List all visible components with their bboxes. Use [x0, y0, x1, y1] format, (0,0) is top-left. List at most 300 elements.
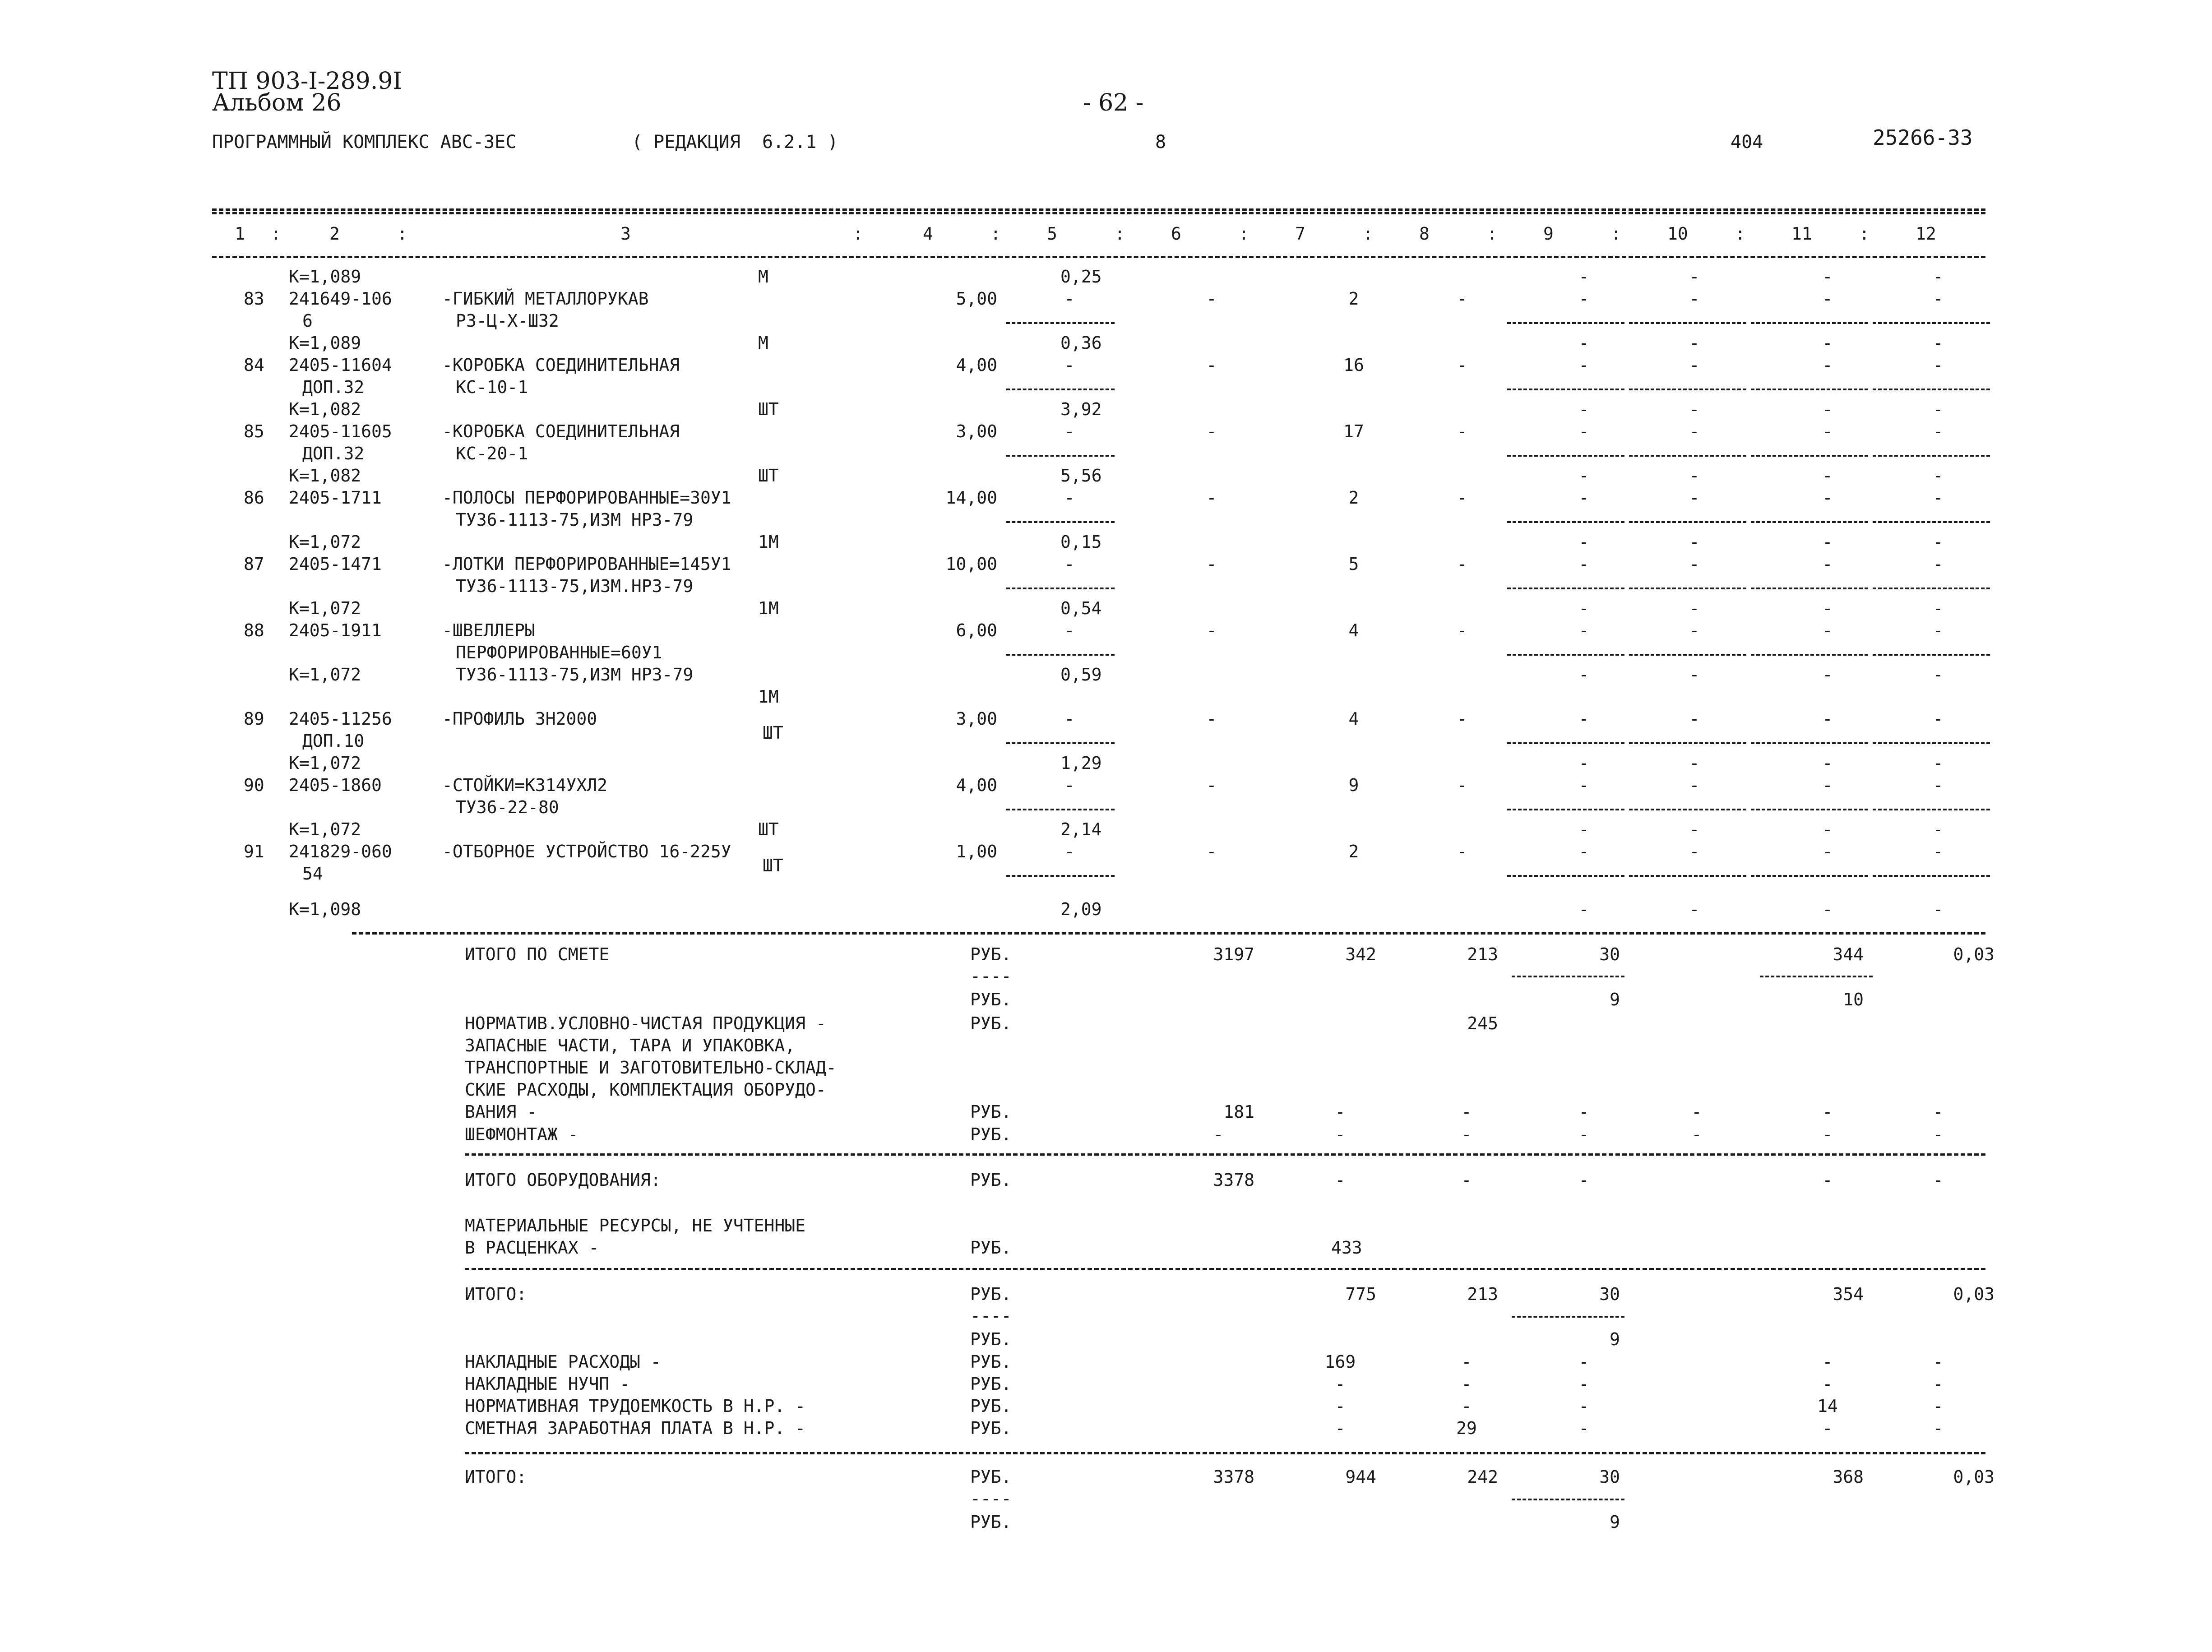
- grand-total-unit: РУБ.: [970, 1467, 1012, 1487]
- normativ-line-2: ЗАПАСНЫЕ ЧАСТИ, ТАРА И УПАКОВКА,: [465, 1036, 796, 1055]
- subtotal-a-dash: ----: [970, 1306, 1012, 1326]
- estimate-page: ТП 903-I-289.9I Альбом 26 - 62 - ПРОГРАММНЫЙ КОМПЛЕКС АВС-3ЕС ( РЕДАКЦИЯ 6.2.1 ) 8 404 25266-33 1 2 3 4 5 6 7 8 9 10 11 12 : : : : : : : : : : : К=1,089 М 0,25 - - - - 83 241649-106 -ГИБКИЙ МЕТАЛЛОРУКАВ 5,00 - - 2 - - - - - 6 РЗ-Ц-Х-Ш32 К=1,089 М 0,36 - - - - 84 2405-11604 -КОРОБКА СОЕДИНИТЕЛЬНАЯ 4,00 - - 16 - - - - - ДОП.32 КС-10-1 К=1,082 ШТ 3,92 - - - - 85 2405-11605 -КОРОБКА СОЕДИНИТЕЛЬНАЯ 3,00 - - 17 - - - - - ДОП.32 КС-20-1 К=1,082 ШТ 5,56 - - - - 86 2405-1711 -ПОЛОСЫ ПЕРФОРИРОВАННЫЕ=30У1 14,00 - - 2 - - - - - ТУ36-1113-75,ИЗМ НРЗ-79 К=1,072 1М 0,15 - - - - 87 2405-1471 -ЛОТКИ ПЕРФОРИРОВАННЫЕ=145У1 10,00 - - 5 - - - - - ТУ36-1113-75,ИЗМ.НРЗ-79 К=1,072 1М 0,54 - - - - 88 2405-1911 -ШВЕЛЛЕРЫ 6,00 - - 4 - - - - - ПЕРФОРИРОВАННЫЕ=60У1 К=1,072 ТУ36-1113-75,ИЗМ НРЗ-79 1М 0,59 - - - - 89 2405-11256 -ПРОФИЛЬ ЗН2000 3,00 - - 4 - - - - - ДОП.10 ШТ К=1,072 1,29 - - - - 90 2405-1860 -СТОЙКИ=К314УХЛ2 4,00 - - 9 - - - - - ТУ36-22-80 К=1,072 ШТ 2,14 - - - - 91 241829-060 -ОТБОРНОЕ УСТРОЙСТВО 16-225У 1,00 - - 2 - - - - - 54 ШТ К=1,098 2,09 - - - - ИТОГО ПО СМЕТЕ РУБ. 3197 342 213 30 344 0,03 ---- РУБ. 9 10 НОРМАТИВ.УСЛОВНО-ЧИСТАЯ ПРОДУКЦИЯ - ЗАПАСНЫЕ ЧАСТИ, ТАРА И УПАКОВКА, ТРАНСПОРТНЫЕ И ЗАГОТОВИТЕЛЬНО-СКЛАД- СКИЕ РАСХОДЫ, КОМПЛЕКТАЦИЯ ОБОРУДО- ВАНИЯ - РУБ. 245 РУБ. 181 - - - - - - ШЕФМОНТАЖ - РУБ. - - - - - - - ИТОГО ОБОРУДОВАНИЯ: РУБ. 3378 - - - - - МАТЕРИАЛЬНЫЕ РЕСУРСЫ, НЕ УЧТЕННЫЕ В РАСЦЕНКАХ - РУБ. 433 ИТОГО: РУБ. 775 213 30 354 0,03 ---- РУБ. 9 НАКЛАДНЫЕ РАСХОДЫ - РУБ. 169 - - - - НАКЛАДНЫЕ НУЧП - РУБ. - - - - - НОРМАТИВНАЯ ТРУДОЕМКОСТЬ В Н.Р. - РУБ. - - - 14 - СМЕТНАЯ ЗАРАБОТНАЯ ПЛАТА В Н.Р. - РУБ. - 29 - - - ИТОГО: РУБ. 3378 944 242 30 368 0,03 ---- РУБ. 9: [212, 68, 1995, 1532]
- total-estimate-col9b: 9: [1610, 990, 1620, 1009]
- item-name: -КОРОБКА СОЕДИНИТЕЛЬНАЯ: [442, 355, 680, 375]
- item-col9: -: [1578, 554, 1589, 574]
- item-pre-dash-12: -: [1933, 532, 1944, 552]
- normativ-dash-10: -: [1691, 1102, 1702, 1122]
- item-col5: -: [1064, 709, 1075, 729]
- item-name-line2: КС-20-1: [456, 444, 528, 463]
- item-col6: -: [1206, 488, 1217, 508]
- total-estimate-dash: ----: [970, 966, 1012, 986]
- dash-col9: [1512, 976, 1624, 977]
- item-col5: -: [1064, 289, 1075, 309]
- shefmontazh-col12: -: [1933, 1124, 1944, 1144]
- item-col6: -: [1206, 775, 1217, 795]
- item-col11-rule: [1751, 875, 1868, 877]
- item-number: 90: [244, 775, 264, 795]
- item-col8: -: [1457, 620, 1467, 640]
- item-unit: М: [758, 333, 768, 353]
- item-col5: -: [1064, 554, 1075, 574]
- normativ-dash-11: -: [1822, 1102, 1833, 1122]
- header-rule-bottom: [212, 256, 1985, 258]
- item-coefficient: К=1,089: [289, 333, 361, 353]
- item-col5-value: 3,92: [1060, 399, 1102, 419]
- item-name: -ПОЛОСЫ ПЕРФОРИРОВАННЫЕ=30У1: [442, 488, 731, 508]
- normativ-col8: 245: [1467, 1013, 1498, 1033]
- item-col10: -: [1689, 554, 1700, 574]
- item-pre-dash-11: -: [1822, 466, 1833, 486]
- item-pre-dash-11: -: [1822, 267, 1833, 287]
- item-col8: -: [1457, 709, 1467, 729]
- item-col10: -: [1689, 709, 1700, 729]
- item-coefficient: К=1,072: [289, 753, 361, 773]
- overhead-c12: -: [1933, 1418, 1944, 1438]
- item-name-line2: ПЕРФОРИРОВАННЫЕ=60У1: [456, 643, 662, 662]
- grand-total-col9: 30: [1599, 1467, 1620, 1487]
- column-10-header: 10: [1667, 224, 1688, 244]
- item-pre-dash-9: -: [1578, 665, 1589, 685]
- column-12-header: 12: [1916, 224, 1936, 244]
- item-col5-rule: [1006, 521, 1115, 523]
- item-col11-rule: [1751, 322, 1868, 324]
- item-col12-rule: [1873, 742, 1990, 744]
- item-col10: -: [1689, 421, 1700, 441]
- shefmontazh-col8: -: [1461, 1124, 1472, 1144]
- item-name-line2: ТУ36-1113-75,ИЗМ НРЗ-79: [456, 510, 694, 530]
- item-col8: -: [1457, 842, 1467, 861]
- item-col12: -: [1933, 355, 1944, 375]
- item-col5-rule: [1006, 389, 1115, 390]
- item-quantity: 3,00: [956, 709, 997, 729]
- item-number: 87: [244, 554, 264, 574]
- item-col12-rule: [1873, 588, 1990, 589]
- item-col9: -: [1578, 488, 1589, 508]
- item-col6: -: [1206, 289, 1217, 309]
- normativ-line-1: НОРМАТИВ.УСЛОВНО-ЧИСТАЯ ПРОДУКЦИЯ -: [465, 1013, 826, 1033]
- header-rule-top: [212, 208, 1985, 211]
- item-name-line2: ТУ36-22-80: [456, 797, 559, 817]
- subtotal-a-col7: 775: [1345, 1284, 1376, 1304]
- item-unit-line2: ШТ: [763, 856, 783, 875]
- item-col8: -: [1457, 554, 1467, 574]
- item-pre-dash-10: -: [1689, 665, 1700, 685]
- grand-total-col6: 3378: [1213, 1467, 1254, 1487]
- item-unit: ШТ: [758, 466, 779, 486]
- item-coefficient: К=1,089: [289, 267, 361, 287]
- column-9-header: 9: [1543, 224, 1554, 244]
- item-col9-rule: [1507, 875, 1624, 877]
- item-pre-dash-12: -: [1933, 665, 1944, 685]
- subtotal-a-col9: 30: [1599, 1284, 1620, 1304]
- item-name: -ЛОТКИ ПЕРФОРИРОВАННЫЕ=145У1: [442, 554, 731, 574]
- item-col5: -: [1064, 775, 1075, 795]
- item-col12-rule: [1873, 455, 1990, 457]
- materials-col7: 433: [1331, 1238, 1362, 1258]
- item-col10-rule: [1629, 809, 1746, 810]
- grand-total-col9b: 9: [1610, 1512, 1620, 1532]
- item-unit: ШТ: [758, 399, 779, 419]
- total-estimate-label: ИТОГО ПО СМЕТЕ: [465, 944, 610, 964]
- item-col11: -: [1822, 289, 1833, 309]
- item-unit: 1М: [758, 598, 779, 618]
- item-pre-dash-10: -: [1689, 532, 1700, 552]
- item-pre-dash-10: -: [1689, 598, 1700, 618]
- item-code-suffix: 54: [302, 864, 323, 884]
- item-col10: -: [1689, 355, 1700, 375]
- normativ-dash-12: -: [1933, 1102, 1944, 1122]
- overhead-unit: РУБ.: [970, 1396, 1012, 1416]
- item-col12: -: [1933, 289, 1944, 309]
- item-pre-dash-9: -: [1578, 267, 1589, 287]
- item-col8: -: [1457, 421, 1467, 441]
- item-col10: -: [1689, 488, 1700, 508]
- item-col8: -: [1457, 289, 1467, 309]
- item-number: 86: [244, 488, 264, 508]
- item-col8: -: [1457, 355, 1467, 375]
- item-name: -ГИБКИЙ МЕТАЛЛОРУКАВ: [442, 289, 649, 309]
- item-pre-dash-11: -: [1822, 532, 1833, 552]
- item-code: 2405-1471: [289, 554, 382, 574]
- equipment-total-label: ИТОГО ОБОРУДОВАНИЯ:: [465, 1170, 661, 1190]
- item-name: -КОРОБКА СОЕДИНИТЕЛЬНАЯ: [442, 421, 680, 441]
- item-col7: 4: [1348, 620, 1359, 640]
- shefmontazh-col11: -: [1822, 1124, 1833, 1144]
- item-unit: ШТ: [758, 819, 779, 839]
- overhead-c8: 29: [1456, 1418, 1477, 1438]
- item-col10-rule: [1629, 654, 1746, 656]
- item-code-suffix: 6: [302, 311, 313, 331]
- rule-before-itogo-a: [465, 1268, 1985, 1270]
- item-name-line2: КС-10-1: [456, 377, 528, 397]
- shefmontazh-label: ШЕФМОНТАЖ -: [465, 1124, 578, 1144]
- item-col10-rule: [1629, 322, 1746, 324]
- item-col6: -: [1206, 842, 1217, 861]
- item-col7: 2: [1348, 842, 1359, 861]
- item-col5-value: 0,15: [1060, 532, 1102, 552]
- item-col5: -: [1064, 488, 1075, 508]
- item-col9: -: [1578, 289, 1589, 309]
- item-pre-dash-9: -: [1578, 819, 1589, 839]
- document-code: ТП 903-I-289.9I: [212, 68, 402, 95]
- grand-total-unit2: РУБ.: [970, 1512, 1012, 1532]
- header-rule-top-2: [212, 212, 1985, 214]
- equipment-total-col11: -: [1822, 1170, 1833, 1190]
- overhead-c7: 169: [1324, 1352, 1356, 1372]
- item-col9: -: [1578, 620, 1589, 640]
- item-col11: -: [1822, 709, 1833, 729]
- item-code: 2405-11605: [289, 421, 392, 441]
- item-col9-rule: [1507, 521, 1624, 523]
- item-coefficient: К=1,082: [289, 466, 361, 486]
- item-quantity: 14,00: [945, 488, 997, 508]
- item-pre-dash-10: -: [1689, 753, 1700, 773]
- item-col12-rule: [1873, 654, 1990, 656]
- item-name: -СТОЙКИ=К314УХЛ2: [442, 775, 608, 795]
- normativ-line-4: СКИЕ РАСХОДЫ, КОМПЛЕКТАЦИЯ ОБОРУДО-: [465, 1080, 826, 1100]
- normativ-dash-7: -: [1335, 1102, 1346, 1122]
- item-col6: -: [1206, 709, 1217, 729]
- item-col6: -: [1206, 355, 1217, 375]
- overhead-c7: -: [1335, 1418, 1346, 1438]
- subtotal-a-col11: 354: [1833, 1284, 1864, 1304]
- total-estimate-unit2: РУБ.: [970, 990, 1012, 1009]
- item-col8: -: [1457, 775, 1467, 795]
- item-number: 88: [244, 620, 264, 640]
- item-col8: -: [1457, 488, 1467, 508]
- item-quantity: 3,00: [956, 421, 997, 441]
- shefmontazh-col9: -: [1578, 1124, 1589, 1144]
- item-col10-rule: [1629, 588, 1746, 589]
- column-3-header: 3: [620, 224, 631, 244]
- mark-8: 8: [1155, 132, 1166, 153]
- materials-line-2: В РАСЦЕНКАХ -: [465, 1238, 599, 1258]
- item-col9-rule: [1507, 588, 1624, 589]
- item-pre-dash-11: -: [1822, 598, 1833, 618]
- total-estimate-col6: 3197: [1213, 944, 1254, 964]
- item-col10-rule: [1629, 875, 1746, 877]
- item-col11-rule: [1751, 455, 1868, 457]
- normativ-col6: 181: [1223, 1102, 1254, 1122]
- item-col10-rule: [1629, 521, 1746, 523]
- item-col5: -: [1064, 620, 1075, 640]
- item-col11-rule: [1751, 389, 1868, 390]
- overhead-label: НАКЛАДНЫЕ РАСХОДЫ -: [465, 1352, 661, 1372]
- item-unit-line2: ШТ: [763, 723, 783, 743]
- item-col5-rule: [1006, 809, 1115, 810]
- item-col12-rule: [1873, 809, 1990, 810]
- column-7-header: 7: [1295, 224, 1305, 244]
- item-col5-rule: [1006, 742, 1115, 744]
- overhead-c7: -: [1335, 1396, 1346, 1416]
- item-col5-value: 0,36: [1060, 333, 1102, 353]
- program-name: ПРОГРАММНЫЙ КОМПЛЕКС АВС-3ЕС: [212, 132, 517, 153]
- overhead-label: НАКЛАДНЫЕ НУЧП -: [465, 1374, 630, 1394]
- item-col11: -: [1822, 554, 1833, 574]
- overhead-c9: -: [1578, 1418, 1589, 1438]
- item-code: 2405-1911: [289, 620, 382, 640]
- item-code: 2405-1711: [289, 488, 382, 508]
- item-col5: -: [1064, 421, 1075, 441]
- item-col10: -: [1689, 775, 1700, 795]
- item-col9-rule: [1507, 809, 1624, 810]
- item-col10: -: [1689, 620, 1700, 640]
- item-col12: -: [1933, 488, 1944, 508]
- total-estimate-col8: 213: [1467, 944, 1498, 964]
- item-col11: -: [1822, 421, 1833, 441]
- normativ-dash-9: -: [1578, 1102, 1589, 1122]
- equipment-total-col9: -: [1578, 1170, 1589, 1190]
- equipment-total-col7: -: [1335, 1170, 1346, 1190]
- item-pre-dash-12: -: [1933, 267, 1944, 287]
- total-estimate-col9: 30: [1599, 944, 1620, 964]
- grand-total-col7: 944: [1345, 1467, 1376, 1487]
- total-estimate-col11: 344: [1833, 944, 1864, 964]
- item-col11: -: [1822, 620, 1833, 640]
- item-col9-rule: [1507, 455, 1624, 457]
- item-code-suffix: ДОП.10: [302, 731, 365, 751]
- total-estimate-col7: 342: [1345, 944, 1376, 964]
- overhead-label: СМЕТНАЯ ЗАРАБОТНАЯ ПЛАТА В Н.Р. -: [465, 1418, 805, 1438]
- item-pre-dash-11: -: [1822, 753, 1833, 773]
- item-coefficient: К=1,072: [289, 598, 361, 618]
- item-name: -ОТБОРНОЕ УСТРОЙСТВО 16-225У: [442, 842, 731, 861]
- item-pre-dash-9: -: [1578, 466, 1589, 486]
- item-col11-rule: [1751, 588, 1868, 589]
- item-col11-rule: [1751, 521, 1868, 523]
- overhead-unit: РУБ.: [970, 1374, 1012, 1394]
- materials-unit: РУБ.: [970, 1238, 1012, 1258]
- item-col7: 2: [1348, 289, 1359, 309]
- item-col12: -: [1933, 620, 1944, 640]
- item-quantity: 1,00: [956, 842, 997, 861]
- subtotal-a-unit: РУБ.: [970, 1284, 1012, 1304]
- materials-line-1: МАТЕРИАЛЬНЫЕ РЕСУРСЫ, НЕ УЧТЕННЫЕ: [465, 1216, 805, 1236]
- item-col11-rule: [1751, 654, 1868, 656]
- overhead-c11: -: [1822, 1418, 1833, 1438]
- item-pre-dash-9: -: [1578, 753, 1589, 773]
- item-number: 83: [244, 289, 264, 309]
- item-col12-rule: [1873, 322, 1990, 324]
- equipment-total-col8: -: [1461, 1170, 1472, 1190]
- item-code: 2405-1860: [289, 775, 382, 795]
- equipment-total-unit: РУБ.: [970, 1170, 1012, 1190]
- item-code: 241829-060: [289, 842, 392, 861]
- item-pre-dash-11: -: [1822, 819, 1833, 839]
- item-pre-dash-9: -: [1578, 598, 1589, 618]
- item-unit: М: [758, 267, 768, 287]
- subtotal-a-dash-col9: [1512, 1316, 1624, 1318]
- item-col9: -: [1578, 775, 1589, 795]
- item-coefficient: К=1,072: [289, 819, 361, 839]
- item-quantity: 5,00: [956, 289, 997, 309]
- item-pre-dash-10: -: [1689, 466, 1700, 486]
- column-8-header: 8: [1419, 224, 1430, 244]
- item-col5-rule: [1006, 455, 1115, 457]
- grand-total-dash: ----: [970, 1489, 1012, 1509]
- grand-total-col8: 242: [1467, 1467, 1498, 1487]
- item-pre-dash-12: -: [1933, 333, 1944, 353]
- rule-before-equipment: [465, 1153, 1985, 1156]
- equipment-total-col6: 3378: [1213, 1170, 1254, 1190]
- overhead-unit: РУБ.: [970, 1352, 1012, 1372]
- item-pre-dash-12: -: [1933, 819, 1944, 839]
- normativ-line-3: ТРАНСПОРТНЫЕ И ЗАГОТОВИТЕЛЬНО-СКЛАД-: [465, 1058, 837, 1078]
- item-col7: 4: [1348, 709, 1359, 729]
- item-col5-rule: [1006, 588, 1115, 589]
- item-col5: -: [1064, 842, 1075, 861]
- item-spec-note: ТУ36-1113-75,ИЗМ НРЗ-79: [456, 665, 694, 685]
- item-col9-rule: [1507, 742, 1624, 744]
- item-col5-value: 0,54: [1060, 598, 1102, 618]
- shefmontazh-col10: -: [1691, 1124, 1702, 1144]
- item-col7: 2: [1348, 488, 1359, 508]
- program-edition: ( РЕДАКЦИЯ 6.2.1 ): [632, 132, 838, 153]
- grand-total-col11: 368: [1833, 1467, 1864, 1487]
- item-code: 2405-11256: [289, 709, 392, 729]
- item-col11-rule: [1751, 742, 1868, 744]
- column-1-header: 1: [235, 224, 245, 244]
- item-col6: -: [1206, 620, 1217, 640]
- grand-total-dash-col9: [1512, 1499, 1624, 1500]
- item-col12: -: [1933, 709, 1944, 729]
- column-4-header: 4: [923, 224, 933, 244]
- item-code: 2405-11604: [289, 355, 392, 375]
- mark-404: 404: [1731, 132, 1763, 153]
- overhead-c9: -: [1578, 1374, 1589, 1394]
- item-col9: -: [1578, 421, 1589, 441]
- item-number: 85: [244, 421, 264, 441]
- tail-col5: 2,09: [1060, 899, 1102, 919]
- item-quantity: 4,00: [956, 355, 997, 375]
- item-col12: -: [1933, 775, 1944, 795]
- equipment-total-col12: -: [1933, 1170, 1944, 1190]
- item-col12: -: [1933, 842, 1944, 861]
- item-coefficient: К=1,072: [289, 665, 361, 685]
- overhead-c11: -: [1822, 1374, 1833, 1394]
- item-pre-dash-12: -: [1933, 466, 1944, 486]
- item-pre-dash-11: -: [1822, 333, 1833, 353]
- total-estimate-unit: РУБ.: [970, 944, 1012, 964]
- overhead-c9: -: [1578, 1396, 1589, 1416]
- item-col9-rule: [1507, 322, 1624, 324]
- dash-col11: [1760, 976, 1873, 977]
- grand-total-col12: 0,03: [1953, 1467, 1995, 1487]
- item-col7: 16: [1343, 355, 1364, 375]
- subtotal-a-col9b: 9: [1610, 1329, 1620, 1349]
- item-col12: -: [1933, 554, 1944, 574]
- item-col7: 5: [1348, 554, 1359, 574]
- item-col5-rule: [1006, 322, 1115, 324]
- item-pre-dash-10: -: [1689, 333, 1700, 353]
- total-estimate-col11b: 10: [1843, 990, 1864, 1009]
- item-unit: 1М: [758, 532, 779, 552]
- subtotal-a-col12: 0,03: [1953, 1284, 1995, 1304]
- album-label: Альбом 26: [212, 89, 342, 116]
- shefmontazh-unit: РУБ.: [970, 1124, 1012, 1144]
- item-col12-rule: [1873, 875, 1990, 877]
- column-2-header: 2: [329, 224, 340, 244]
- item-col9: -: [1578, 355, 1589, 375]
- item-coefficient: К=1,082: [289, 399, 361, 419]
- item-col5-value: 2,14: [1060, 819, 1102, 839]
- item-col12-rule: [1873, 389, 1990, 390]
- item-number: 84: [244, 355, 264, 375]
- overhead-c12: -: [1933, 1352, 1944, 1372]
- item-pre-dash-12: -: [1933, 753, 1944, 773]
- items-end-rule: [352, 932, 1985, 935]
- item-name: -ПРОФИЛЬ ЗН2000: [442, 709, 597, 729]
- item-col5: -: [1064, 355, 1075, 375]
- tail-coefficient: К=1,098: [289, 899, 361, 919]
- item-col11: -: [1822, 842, 1833, 861]
- item-pre-dash-9: -: [1578, 333, 1589, 353]
- item-col5-rule: [1006, 875, 1115, 877]
- subtotal-a-unit2: РУБ.: [970, 1329, 1012, 1349]
- overhead-c12: -: [1933, 1374, 1944, 1394]
- subtotal-a-col8: 213: [1467, 1284, 1498, 1304]
- item-pre-dash-11: -: [1822, 399, 1833, 419]
- item-pre-dash-10: -: [1689, 399, 1700, 419]
- item-col10: -: [1689, 842, 1700, 861]
- grand-total-label: ИТОГО:: [465, 1467, 527, 1487]
- column-6-header: 6: [1171, 224, 1181, 244]
- rule-before-itogo-b: [465, 1452, 1985, 1454]
- page-number: - 62 -: [1083, 89, 1144, 116]
- shefmontazh-col7: -: [1335, 1124, 1346, 1144]
- item-code-suffix: ДОП.32: [302, 377, 365, 397]
- column-11-header: 11: [1791, 224, 1812, 244]
